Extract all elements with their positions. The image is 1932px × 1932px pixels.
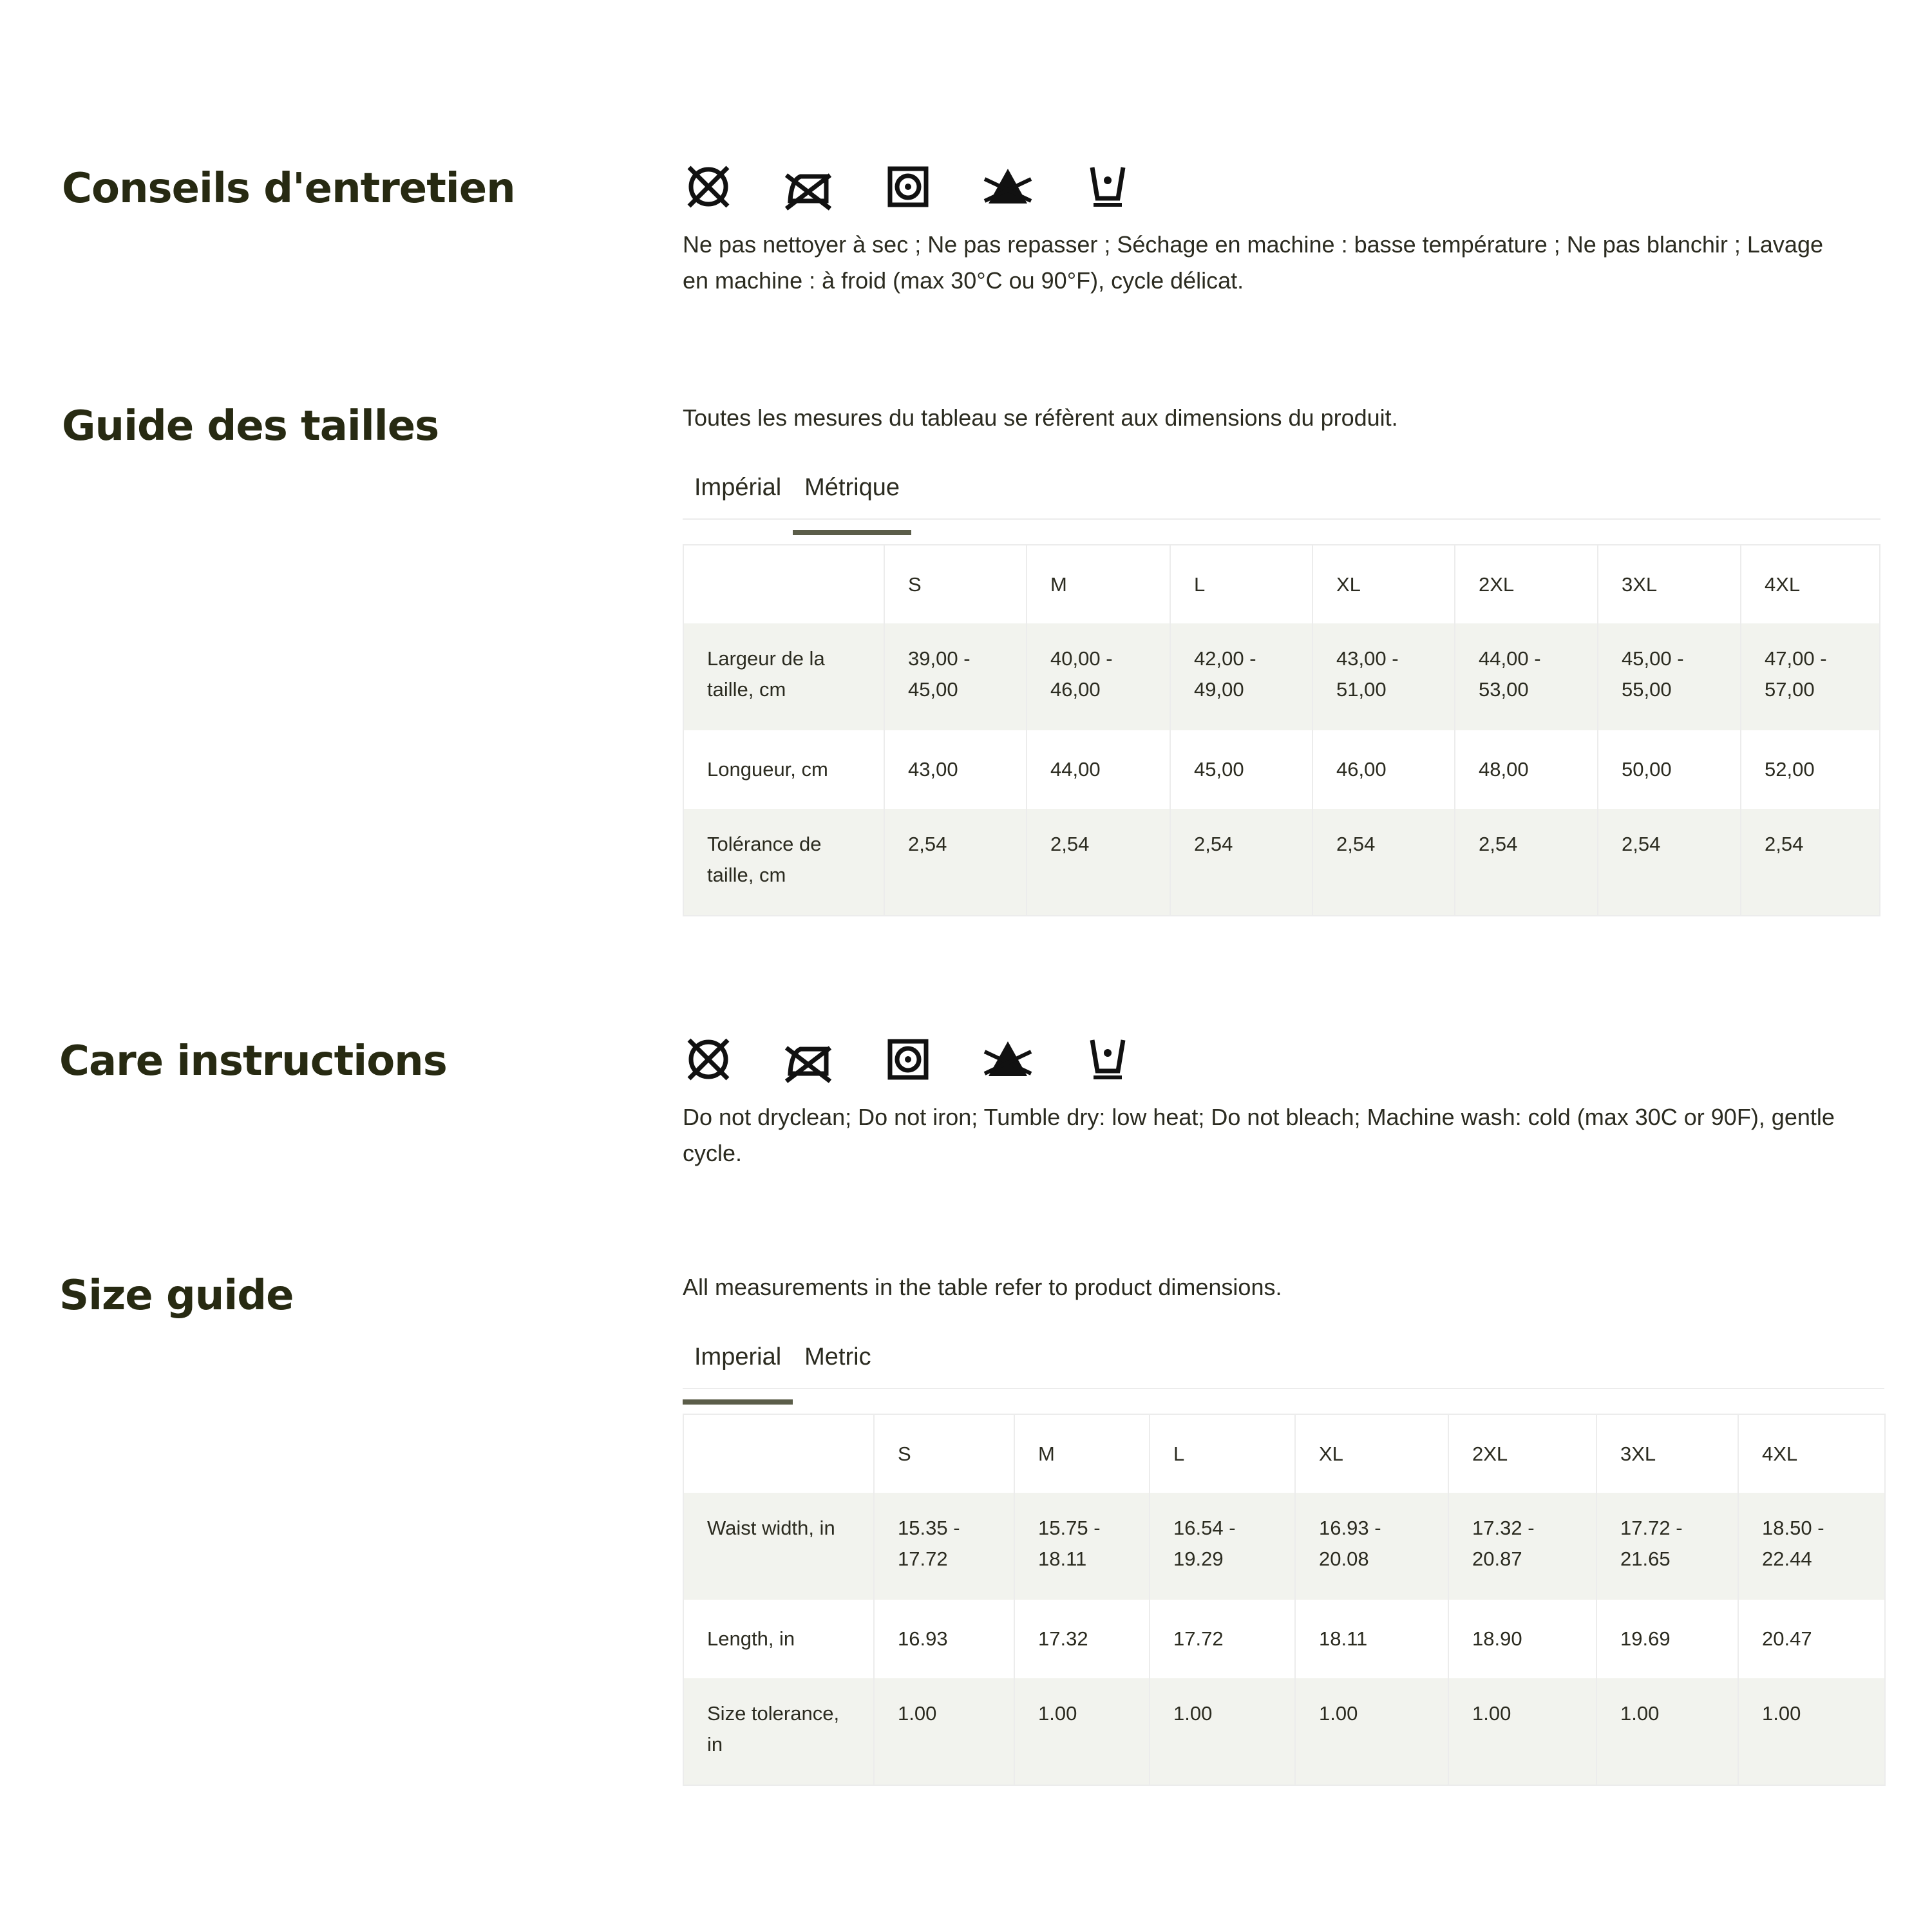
table-header-cell: 2XL bbox=[1455, 545, 1598, 623]
care-icons bbox=[683, 1034, 1893, 1085]
table-cell: 42,00 - 49,00 bbox=[1170, 623, 1312, 730]
row-label: Size tolerance, in bbox=[683, 1678, 874, 1785]
table-cell: 16.93 - 20.08 bbox=[1295, 1493, 1448, 1600]
table-row bbox=[683, 730, 1880, 809]
row-label: Length, in bbox=[707, 1627, 795, 1650]
size-table bbox=[683, 1414, 1886, 1786]
table-cell: 48,00 bbox=[1455, 730, 1598, 809]
table-header-cell: L bbox=[1150, 1414, 1295, 1493]
table-cell: 1.00 bbox=[874, 1678, 1014, 1785]
table-cell: 43,00 bbox=[884, 730, 1027, 809]
table-header-cell bbox=[683, 545, 884, 623]
table-cell: 2,54 bbox=[1598, 809, 1741, 916]
table-cell: 2,54 bbox=[1170, 809, 1312, 916]
table-cell: 2,54 bbox=[884, 809, 1027, 916]
no-bleach-icon bbox=[982, 161, 1034, 213]
table-cell: 39,00 - 45,00 bbox=[884, 623, 1027, 730]
table-cell: 18.11 bbox=[1295, 1600, 1448, 1678]
table-header-row bbox=[683, 545, 1880, 623]
table-cell: 2,54 bbox=[1741, 809, 1880, 916]
care-heading: Care instructions bbox=[59, 1037, 447, 1085]
table-header-cell: L bbox=[1170, 545, 1312, 623]
care-text: Ne pas nettoyer à sec ; Ne pas repasser ; Séchage en machine : basse température ; Ne pas blanchir ; Lavage en machine : à froid (max 30°C ou 90°F), cycle délicat. bbox=[683, 231, 1823, 294]
table-cell: 17.72 bbox=[1150, 1600, 1295, 1678]
table-cell: 15.75 - 18.11 bbox=[1014, 1493, 1150, 1600]
row-label: Longueur, cm bbox=[707, 758, 828, 781]
table-cell: 47,00 - 57,00 bbox=[1741, 623, 1880, 730]
table-header-row bbox=[683, 1414, 1885, 1493]
table-header-cell: 2XL bbox=[1448, 1414, 1596, 1493]
table-header-cell: M bbox=[1014, 1414, 1150, 1493]
table-cell: 16.93 bbox=[874, 1600, 1014, 1678]
care-icons bbox=[683, 161, 1893, 213]
table-cell: 18.90 bbox=[1448, 1600, 1596, 1678]
unit-tabs bbox=[683, 472, 1880, 520]
table-header-cell: 4XL bbox=[1738, 1414, 1885, 1493]
table-cell: 1.00 bbox=[1738, 1678, 1885, 1785]
table-row bbox=[683, 623, 1880, 730]
care-heading: Conseils d'entretien bbox=[62, 165, 515, 213]
table-header-cell: 3XL bbox=[1598, 545, 1741, 623]
table-cell: 45,00 bbox=[1170, 730, 1312, 809]
no-iron-icon bbox=[782, 161, 834, 213]
table-cell: 1.00 bbox=[1448, 1678, 1596, 1785]
table-cell: 52,00 bbox=[1741, 730, 1880, 809]
table-cell: 44,00 - 53,00 bbox=[1455, 623, 1598, 730]
table-cell: 1.00 bbox=[1014, 1678, 1150, 1785]
table-row bbox=[683, 1493, 1885, 1600]
no-iron-icon bbox=[782, 1034, 834, 1085]
machine-wash-cold-icon bbox=[1082, 161, 1133, 213]
table-header-cell: XL bbox=[1295, 1414, 1448, 1493]
tumble-dry-low-icon bbox=[882, 1034, 934, 1085]
table-header-cell: XL bbox=[1312, 545, 1455, 623]
care-text: Do not dryclean; Do not iron; Tumble dry: low heat; Do not bleach; Machine wash: cold (max 30C or 90F), gentle cycle. bbox=[683, 1104, 1835, 1166]
table-cell: 50,00 bbox=[1598, 730, 1741, 809]
row-label: Waist width, in bbox=[683, 1493, 874, 1600]
table-cell: 43,00 - 51,00 bbox=[1312, 623, 1455, 730]
table-cell: 1.00 bbox=[1596, 1678, 1738, 1785]
table-cell: 15.35 - 17.72 bbox=[874, 1493, 1014, 1600]
table-cell: 40,00 - 46,00 bbox=[1027, 623, 1170, 730]
row-label: Tolérance de taille, cm bbox=[683, 809, 884, 916]
table-row bbox=[683, 809, 1880, 916]
table-header-cell: 4XL bbox=[1741, 545, 1880, 623]
no-dryclean-icon bbox=[683, 1034, 734, 1085]
table-row bbox=[683, 1600, 1885, 1678]
tab-metric[interactable]: Métrique bbox=[793, 472, 911, 518]
no-dryclean-icon bbox=[683, 161, 734, 213]
size-table bbox=[683, 544, 1880, 916]
tab-imperial[interactable]: Imperial bbox=[683, 1341, 793, 1388]
table-cell: 45,00 - 55,00 bbox=[1598, 623, 1741, 730]
row-label: Largeur de la taille, cm bbox=[683, 623, 884, 730]
table-cell: 17.72 - 21.65 bbox=[1596, 1493, 1738, 1600]
table-cell: 1.00 bbox=[1295, 1678, 1448, 1785]
no-bleach-icon bbox=[982, 1034, 1034, 1085]
table-cell: 18.50 - 22.44 bbox=[1738, 1493, 1885, 1600]
machine-wash-cold-icon bbox=[1082, 1034, 1133, 1085]
table-cell: 20.47 bbox=[1738, 1600, 1885, 1678]
tumble-dry-low-icon bbox=[882, 161, 934, 213]
unit-tabs bbox=[683, 1341, 1884, 1389]
table-cell: 44,00 bbox=[1027, 730, 1170, 809]
table-cell: 2,54 bbox=[1455, 809, 1598, 916]
table-row bbox=[683, 1678, 1885, 1785]
table-cell: 16.54 - 19.29 bbox=[1150, 1493, 1295, 1600]
table-header-cell bbox=[683, 1414, 874, 1493]
size-intro: All measurements in the table refer to product dimensions. bbox=[683, 1274, 1282, 1300]
size-heading: Size guide bbox=[59, 1272, 294, 1320]
table-cell: 19.69 bbox=[1596, 1600, 1738, 1678]
table-header-cell: S bbox=[874, 1414, 1014, 1493]
size-heading: Guide des tailles bbox=[62, 402, 439, 450]
size-intro: Toutes les mesures du tableau se réfèrent aux dimensions du produit. bbox=[683, 404, 1398, 431]
table-header-cell: S bbox=[884, 545, 1027, 623]
table-cell: 17.32 - 20.87 bbox=[1448, 1493, 1596, 1600]
table-cell: 17.32 bbox=[1014, 1600, 1150, 1678]
tab-metric[interactable]: Metric bbox=[804, 1343, 871, 1370]
table-cell: 2,54 bbox=[1027, 809, 1170, 916]
table-cell: 46,00 bbox=[1312, 730, 1455, 809]
table-header-cell: M bbox=[1027, 545, 1170, 623]
table-header-cell: 3XL bbox=[1596, 1414, 1738, 1493]
tab-imperial[interactable]: Impérial bbox=[694, 474, 782, 501]
table-cell: 2,54 bbox=[1312, 809, 1455, 916]
table-cell: 1.00 bbox=[1150, 1678, 1295, 1785]
